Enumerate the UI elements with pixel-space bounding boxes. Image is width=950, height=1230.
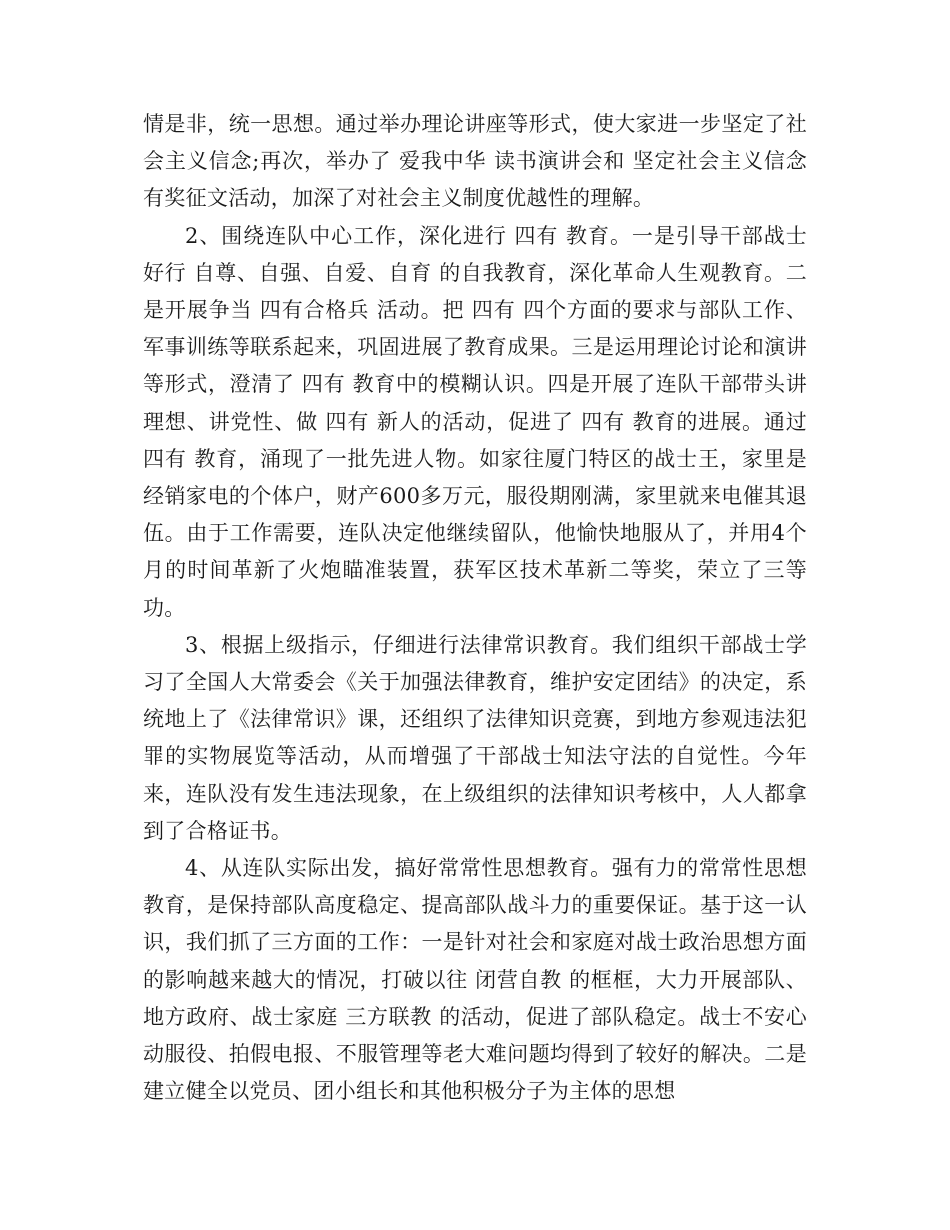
document-body [143, 106, 807, 1110]
paragraph-continuation: 情是非，统一思想。通过举办理论讲座等形式，使大家进一步坚定了社会主义信念;再次，举办了 爱我中华 读书演讲会和 坚定社会主义信念 有奖征文活动，加深了对社会主义制度优越性的理解。 [143, 112, 807, 211]
paragraph-section-4: 4、从连队实际出发，搞好常常性思想教育。强有力的常常性思想教育，是保持部队高度稳定、提高部队战斗力的重要保证。基于这一认识，我们抓了三方面的工作：一是针对社会和家庭对战士政治思想方面的影响越来越大的情况，打破以往 闭营自教 的框框，大力开展部队、地方政府、战士家庭 三方联教 的活动，促进了部队稳定。战士不安心动服役、拍假电报、不服管理等老大难问题均得到了较好的解决。二是建立健全以党员、团小组长和其他积极分子为主体的思想 [143, 856, 807, 1104]
paragraph-section-2: 2、围绕连队中心工作，深化进行 四有 教育。一是引导干部战士好行 自尊、自强、自爱、自育 的自我教育，深化革命人生观教育。二是开展争当 四有合格兵 活动。把 四有 四个方面的要求与部队工作、军事训练等联系起来，巩固进展了教育成果。三是运用理论讨论和演讲等形式，澄清了 四有 教育中的模糊认识。四是开展了连队干部带头讲理想、讲党性、做 四有 新人的活动，促进了 四有 教育的进展。通过 四有 教育，涌现了一批先进人物。如家往厦门特区的战士王，家里是经销家电的个体户，财产600多万元，服役期刚满，家里就来电催其退伍。由于工作需要，连队决定他继续留队，他愉快地服从了，并用4个月的时间革新了火炮瞄准装置，获军区技术革新二等奖，荣立了三等功。 [143, 223, 807, 620]
paragraph-section-3: 3、根据上级指示，仔细进行法律常识教育。我们组织干部战士学习了全国人大常委会《关于加强法律教育，维护安定团结》的决定，系统地上了《法律常识》课，还组织了法律知识竞赛，到地方参观违法犯罪的实物展览等活动，从而增强了干部战士知法守法的自觉性。今年来，连队没有发生违法现象，在上级组织的法律知识考核中，人人都拿到了合格证书。 [143, 632, 807, 843]
